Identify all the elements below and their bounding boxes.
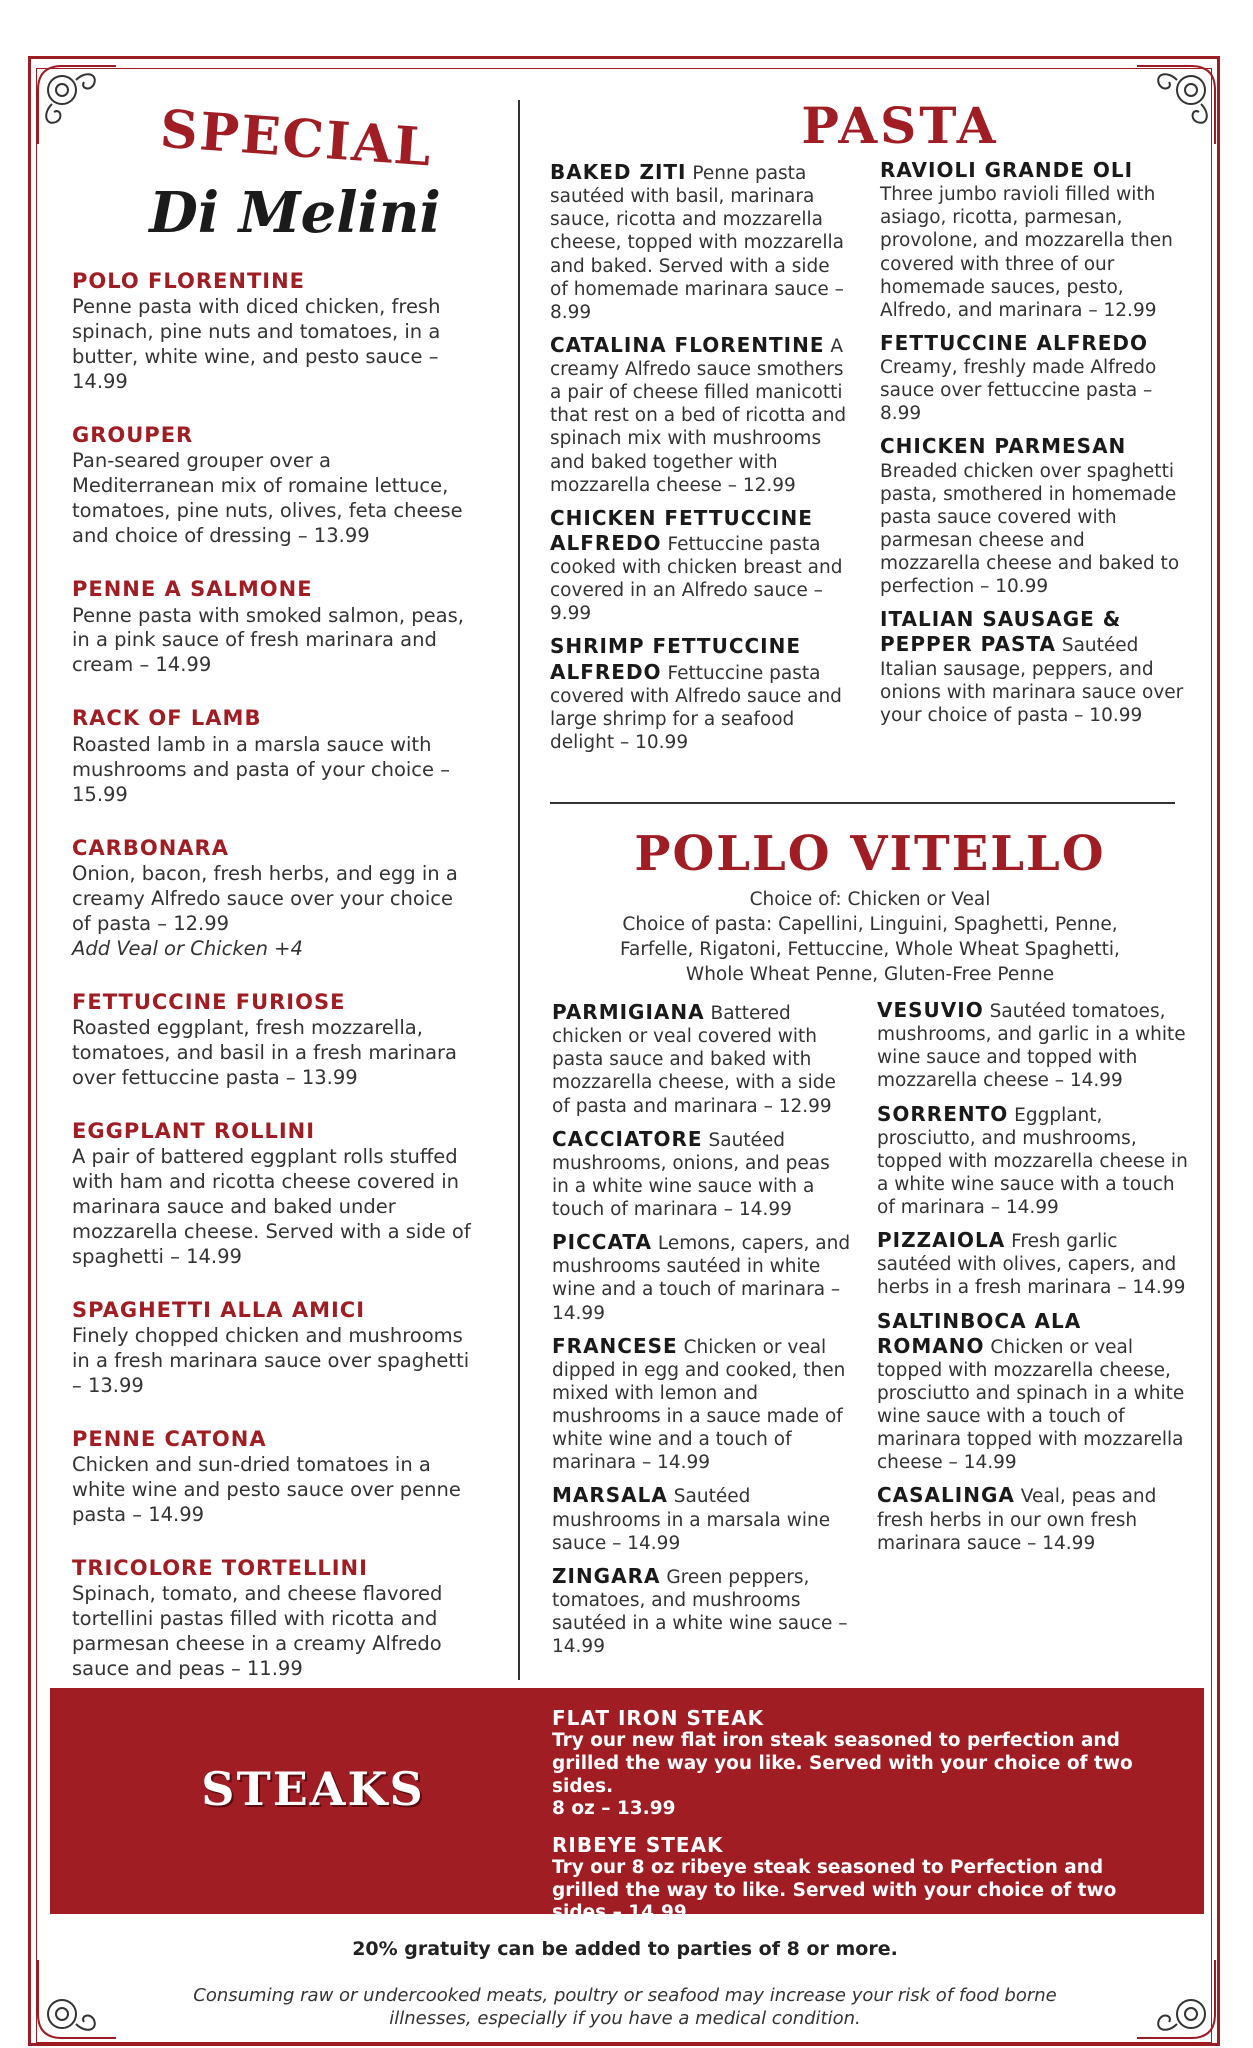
menu-item [72, 576, 472, 678]
item-description: Eggplant, prosciutto, and mushrooms, topped with mozzarella cheese in a white wine sauce with a touch of marinara – 14.99 [877, 1104, 1188, 1218]
item-description: Pan-seared grouper over a Mediterranean mix of romaine lettuce, tomatoes, pine nuts, olives, feta cheese and choice of dressing – 13.99 [72, 449, 463, 548]
item-name: SHRIMP FETTUCCINE ALFREDO [550, 634, 802, 684]
menu-item [552, 1483, 852, 1554]
item-name: CACCIATORE [552, 1126, 703, 1151]
item-description: Chicken or veal topped with mozzarella cheese, prosciutto and spinach in a white wine sauce with a touch of marinara topped with mozzarella cheese – 14.99 [877, 1336, 1185, 1474]
item-description: Roasted eggplant, fresh mozzarella, tomatoes, and basil in a fresh marinara over fettuccine pasta – 13.99 [72, 1015, 458, 1089]
item-name: FETTUCCINE ALFREDO [880, 330, 1149, 355]
pollo-vitello-heading: POLLO VITELLO [634, 826, 1106, 882]
item-name: FRANCESE [552, 1333, 678, 1358]
item-description: Sautéed mushrooms in a marsala wine sauce – 14.99 [552, 1486, 831, 1554]
item-description: Fettuccine pasta covered with Alfredo sauce and large shrimp for a seafood delight – 10.99 [550, 662, 842, 753]
menu-item [72, 1555, 472, 1682]
item-name: RACK OF LAMB [72, 706, 262, 731]
menu-item [552, 1127, 852, 1222]
menu-item [552, 1230, 852, 1325]
menu-item [880, 331, 1190, 426]
item-price: 8 oz – 13.99 [552, 1798, 676, 1820]
item-description: Fresh garlic sautéed with olives, capers, and herbs in a fresh marinara – 14.99 [877, 1231, 1186, 1299]
item-name: PARMIGIANA [552, 1000, 705, 1024]
item-description: Creamy, freshly made Alfredo sauce over fettuccine pasta – 8.99 [880, 357, 1157, 425]
item-description: Sautéed Italian sausage, peppers, and onions with marinara sauce over your choice of pasta – 10.99 [880, 635, 1184, 726]
item-description: Chicken and sun-dried tomatoes in a white wine and pesto sauce over penne pasta – 14.99 [72, 1453, 461, 1527]
steaks-heading: STEAKS [201, 1762, 425, 1816]
item-name: PIZZAIOLA [877, 1228, 1006, 1253]
item-description: Try our 8 oz ribeye steak seasoned to Perfection and grilled the way to like. Served with your choice of two sides – 14.99 [552, 1857, 1117, 1924]
menu-item [72, 268, 472, 395]
item-description: Lemons, capers, and mushrooms sautéed in white wine and a touch of marinara – 14.99 [552, 1233, 851, 1324]
flourish-ornament-icon [1131, 60, 1221, 150]
pollo-list-left [552, 1000, 852, 1667]
item-description: Breaded chicken over spaghetti pasta, smothered in homemade pasta sauce covered with parmesan cheese and mozzarella cheese and baked to perfection – 10.99 [880, 460, 1180, 598]
item-name: PENNE CATONA [72, 1427, 267, 1452]
menu-item [550, 506, 850, 626]
menu-item [877, 1483, 1189, 1554]
menu-item [880, 607, 1190, 727]
column-divider [518, 100, 520, 1680]
item-name: CHICKEN FETTUCCINE ALFREDO [550, 505, 813, 555]
item-description: Three jumbo ravioli filled with asiago, ricotta, parmesan, provolone, and mozzarella then covered with three of our homemade sauces, pesto, Alfredo, and marinara – 12.99 [880, 184, 1173, 321]
steaks-list [552, 1706, 1172, 1937]
menu-item [877, 1102, 1189, 1220]
menu-item [72, 422, 472, 549]
item-name: RIBEYE STEAK [552, 1832, 724, 1857]
menu-item [877, 1309, 1189, 1475]
item-name: SPAGHETTI ALLA AMICI [72, 1297, 366, 1322]
item-description: Roasted lamb in a marsla sauce with mushrooms and pasta of your choice – 15.99 [72, 732, 450, 806]
item-name: VESUVIO [877, 998, 984, 1022]
item-description: A pair of battered eggplant rolls stuffed with ham and ricotta cheese covered in marinara sauce and baked under mozzarella cheese. Served with a side of spaghetti – 14.99 [72, 1145, 471, 1268]
item-description: Spinach, tomato, and cheese flavored tortellini pastas filled with ricotta and parmesan cheese in a creamy Alfredo sauce and peas – 11.99 [72, 1582, 443, 1681]
pollo-list-right [877, 998, 1189, 1564]
item-description: Sautéed tomatoes, mushrooms, and garlic in a white wine sauce and topped with mozzarella cheese – 14.99 [877, 1001, 1186, 1092]
item-name: CATALINA FLORENTINE [550, 332, 825, 357]
flourish-ornament-icon [32, 1954, 122, 2044]
flourish-ornament-icon [1131, 1954, 1221, 2044]
item-description: Onion, bacon, fresh herbs, and egg in a creamy Alfredo sauce over your choice of pasta – 12.99 [72, 861, 458, 935]
section-divider [550, 802, 1175, 804]
pasta-list-left [550, 160, 850, 763]
item-name: PENNE A SALMONE [72, 577, 313, 602]
item-name: RAVIOLI GRANDE OLI [880, 158, 1134, 182]
flourish-ornament-icon [32, 60, 122, 150]
item-name: ZINGARA [552, 1563, 661, 1588]
menu-item [72, 835, 472, 962]
pasta-choice: Choice of pasta: Capellini, Linguini, Spaghetti, Penne, Farfelle, Rigatoni, Fettuccine, Whole Wheat Spaghetti, Whole Wheat Penne, Gluten-Free Penne [620, 913, 1120, 985]
menu-item [72, 705, 472, 807]
item-name: POLO FLORENTINE [72, 269, 306, 293]
item-name: MARSALA [552, 1483, 668, 1508]
item-description: Penne pasta with diced chicken, fresh spinach, pine nuts and tomatoes, in a butter, white wine, and pesto sauce – 14.99 [72, 295, 441, 394]
item-name: ITALIAN SAUSAGE & PEPPER PASTA [880, 607, 1122, 657]
item-name: EGGPLANT ROLLINI [72, 1118, 316, 1143]
item-name: SALTINBOCA ALA ROMANO [877, 1308, 1082, 1358]
item-name: CASALINGA [877, 1483, 1015, 1508]
menu-item [552, 1564, 852, 1659]
pasta-list-right [880, 158, 1190, 736]
item-addon-note: Add Veal or Chicken +4 [72, 936, 303, 960]
menu-item [72, 989, 472, 1091]
item-description: Fettuccine pasta cooked with chicken breast and covered in an Alfredo sauce – 9.99 [550, 533, 843, 625]
item-description: Try our new flat iron steak seasoned to perfection and grilled the way you like. Served with your choice of two sides. [552, 1730, 1133, 1797]
item-name: FETTUCCINE FURIOSE [72, 989, 346, 1014]
item-description: A creamy Alfredo sauce smothers a pair of cheese filled manicotti that rest on a bed of ricotta and spinach mix with mushrooms and baked together with mozzarella cheese – 12.99 [550, 335, 847, 496]
special-subheading: Di Melini [149, 180, 441, 246]
menu-item [552, 1000, 852, 1118]
item-description: Veal, peas and fresh herbs in our own fresh marinara sauce – 14.99 [877, 1486, 1157, 1554]
item-description: Sautéed mushrooms, onions, and peas in a white wine sauce with a touch of marinara – 14.99 [552, 1129, 830, 1220]
item-name: CARBONARA [72, 835, 229, 860]
item-description: Penne pasta with smoked salmon, peas, in a pink sauce of fresh marinara and cream – 14.99 [72, 603, 464, 677]
menu-item [877, 998, 1189, 1093]
consumer-warning: Consuming raw or undercooked meats, poultry or seafood may increase your risk of food borne illnesses, especially if you have a medical condition. [193, 1985, 1057, 2030]
special-list [72, 268, 472, 1709]
item-name: GROUPER [72, 423, 194, 448]
menu-item [72, 1118, 472, 1270]
item-name: CHICKEN PARMESAN [880, 434, 1127, 459]
menu-item [880, 158, 1190, 322]
menu-item [72, 1426, 472, 1528]
item-description: Battered chicken or veal covered with pasta sauce and baked with mozzarella cheese, with a side of pasta and marinara – 12.99 [552, 1003, 836, 1117]
item-name: FLAT IRON STEAK [552, 1706, 765, 1730]
special-heading: SPECIAL [158, 98, 435, 179]
menu-item [877, 1228, 1189, 1299]
menu-item [552, 1334, 852, 1475]
steak-item [552, 1706, 1172, 1821]
item-description: Green peppers, tomatoes, and mushrooms sautéed in a white wine sauce – 14.99 [552, 1566, 848, 1658]
item-description: Chicken or veal dipped in egg and cooked, then mixed with lemon and mushrooms in a sauce made of white wine and a touch of marinara – 14.99 [552, 1336, 846, 1474]
item-name: TRICOLORE TORTELLINI [72, 1556, 368, 1581]
item-description: Finely chopped chicken and mushrooms in a fresh marinara sauce over spaghetti – 13.99 [72, 1324, 470, 1398]
item-name: BAKED ZITI [550, 160, 687, 184]
item-name: PICCATA [552, 1230, 652, 1255]
steak-item [552, 1833, 1172, 1925]
menu-item [550, 333, 850, 497]
protein-choice: Choice of: Chicken or Veal [749, 889, 991, 910]
pollo-vitello-intro [590, 888, 1150, 988]
item-description: Penne pasta sautéed with basil, marinara sauce, ricotta and mozzarella cheese, topped with mozzarella and baked. Served with a side of homemade marinara sauce – 8.99 [550, 163, 844, 323]
pasta-heading: PASTA [801, 96, 999, 155]
menu-item [880, 434, 1190, 598]
menu-item [550, 634, 850, 754]
gratuity-note: 20% gratuity can be added to parties of 8 or more. [352, 1938, 898, 1960]
menu-item [550, 160, 850, 324]
item-name: SORRENTO [877, 1101, 1009, 1126]
menu-item [72, 1297, 472, 1399]
